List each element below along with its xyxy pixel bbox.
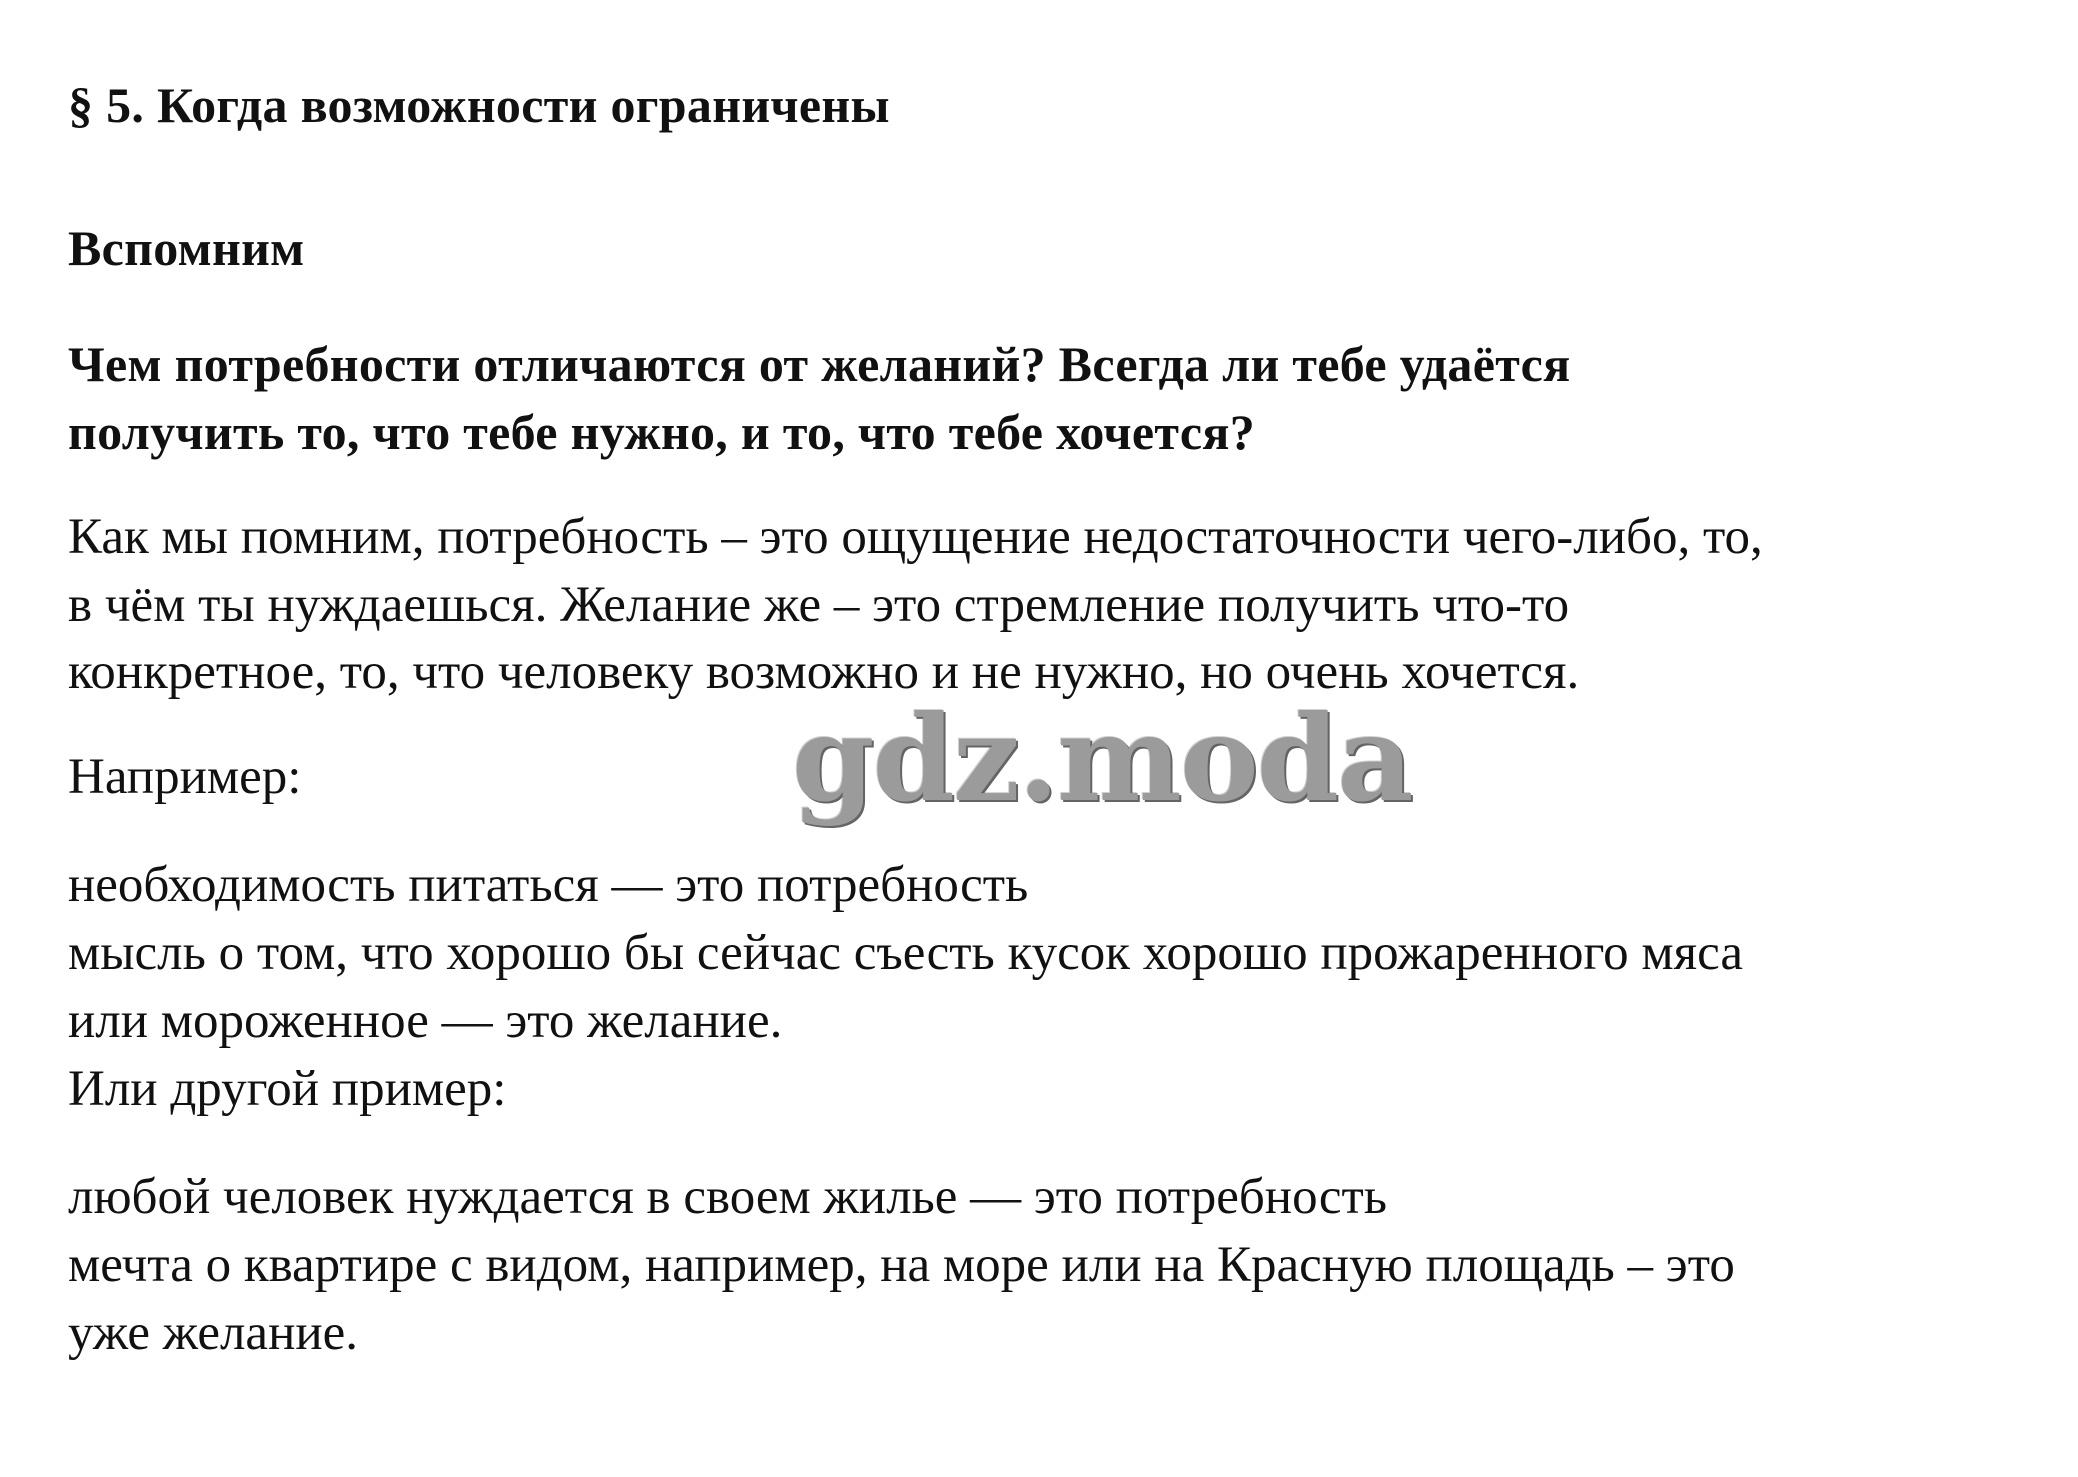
example-line: Или другой пример: bbox=[68, 1061, 507, 1117]
question-line: Чем потребности отличаются от желаний? Всегда ли тебе удаётся bbox=[68, 336, 1571, 392]
example-line: любой человек нуждается в своем жилье — это потребность bbox=[68, 1169, 1388, 1225]
example-line: мечта о квартире с видом, например, на море или на Красную площадь – это bbox=[68, 1237, 1735, 1293]
example-line: необходимость питаться — это потребность bbox=[68, 857, 1029, 913]
watermark-logo: gdz.moda bbox=[792, 689, 1412, 828]
section-heading: Вспомним bbox=[68, 220, 305, 276]
question-line: получить то, что тебе нужно, и то, что тебе хочется? bbox=[68, 404, 1256, 460]
example-line: или мороженное — это желание. bbox=[68, 993, 783, 1049]
example-line: уже желание. bbox=[68, 1305, 359, 1361]
page-title: § 5. Когда возможности ограничены bbox=[68, 77, 890, 133]
example-line: мысль о том, что хорошо бы сейчас съесть кусок хорошо прожаренного мяса bbox=[68, 925, 1744, 981]
definition-line: конкретное, то, что человеку возможно и не нужно, но очень хочется. bbox=[68, 644, 1580, 700]
definition-line: Как мы помним, потребность – это ощущение недостаточности чего-либо, то, bbox=[68, 509, 1763, 565]
definition-line: в чём ты нуждаешься. Желание же – это стремление получить что-то bbox=[68, 577, 1570, 633]
example-intro: Например: bbox=[68, 749, 302, 805]
